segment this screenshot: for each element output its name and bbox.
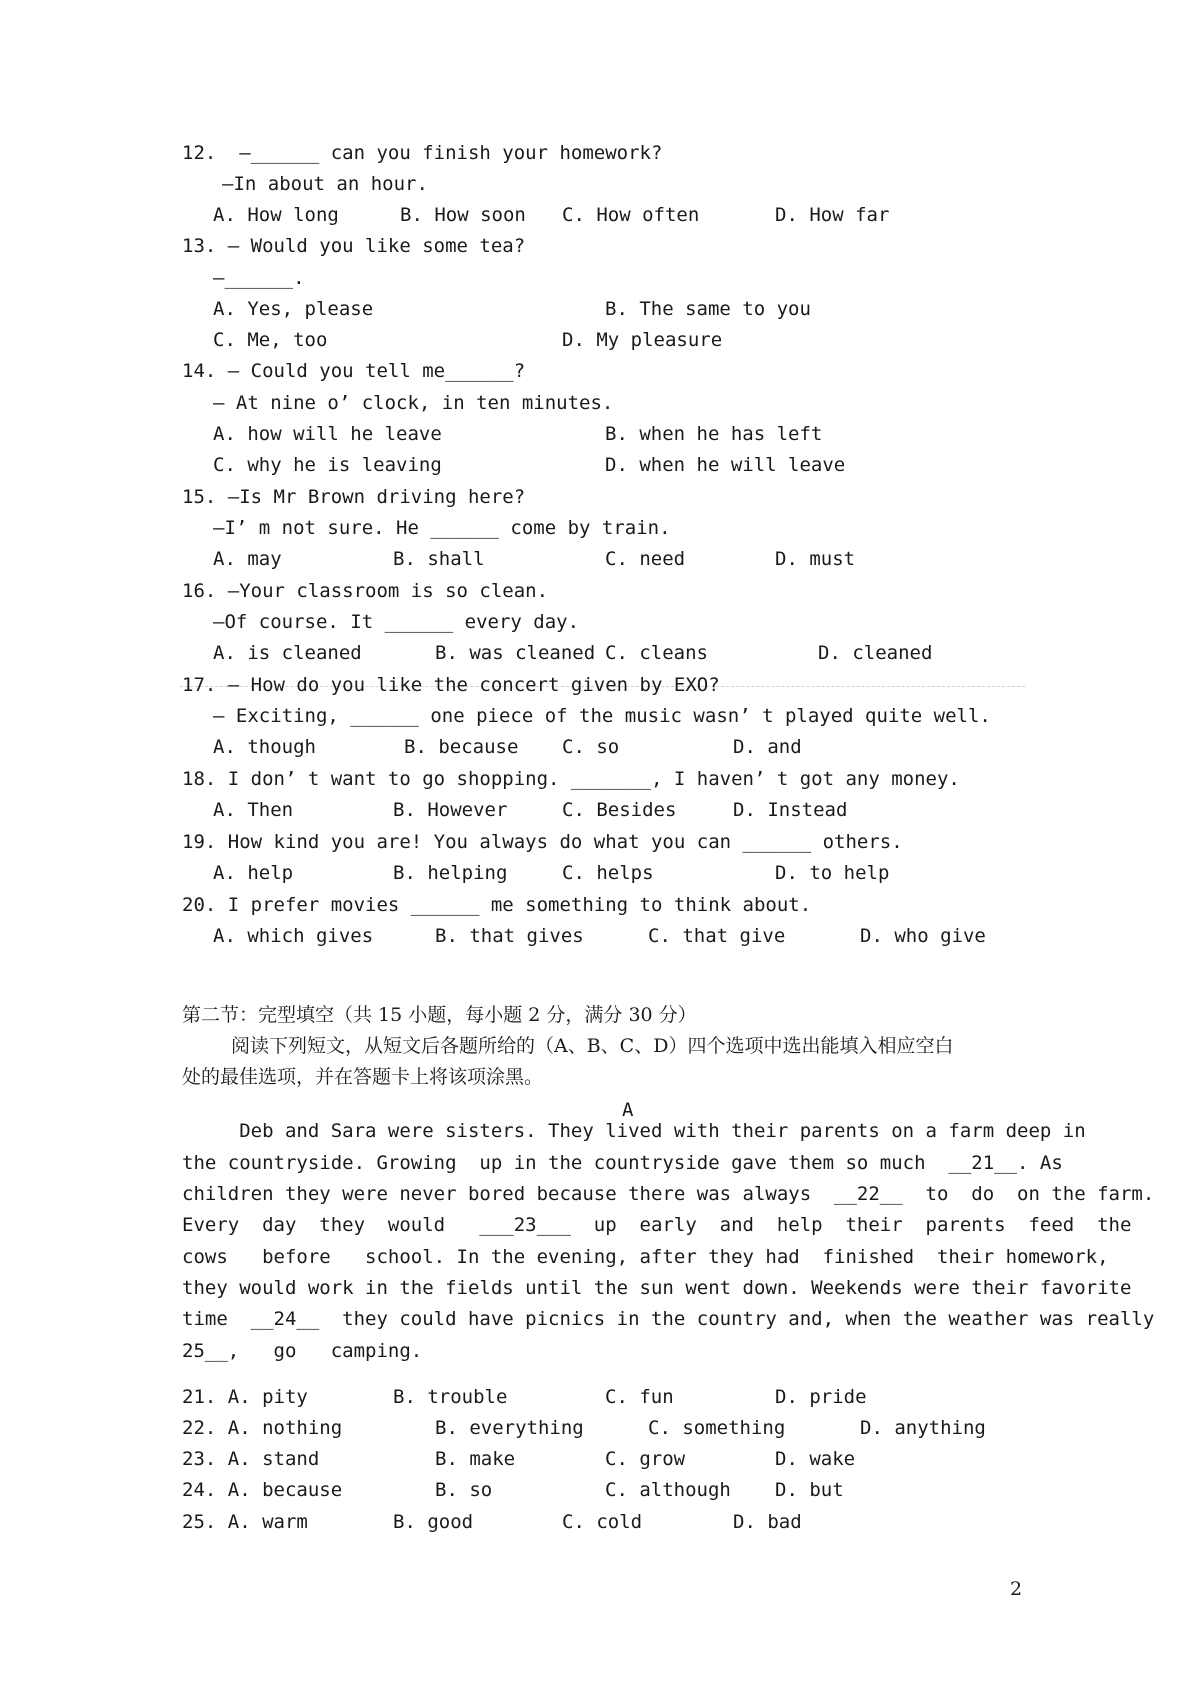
q17-option-D: D. and: [733, 736, 802, 758]
q17-option-A: A. though: [213, 736, 316, 758]
q19-option-B: B. helping: [393, 862, 508, 884]
q12-line-2: —In about an hour.: [222, 173, 428, 195]
cloze-21-option-C: C. fun: [605, 1386, 674, 1408]
q13-option-B: B. The same to you: [605, 298, 811, 320]
cloze-21-option-B: B. trouble: [393, 1386, 508, 1408]
q16-option-D: D. cleaned: [818, 642, 933, 664]
q14-option-C: C. why he is leaving: [213, 454, 442, 476]
q16-option-C: C. cleans: [605, 642, 708, 664]
q15-option-A: A. may: [213, 548, 282, 570]
q13-option-C: C. Me, too: [213, 329, 328, 351]
cloze-25-option-B: B. good: [393, 1511, 474, 1533]
passage-line-5: cows before school. In the evening, after they had finished their homework,: [182, 1246, 1109, 1268]
q12-line-1: 12. —______ can you finish your homework?: [182, 142, 663, 164]
cloze-22-option-B: B. everything: [435, 1417, 584, 1439]
cloze-21-option-D: D. pride: [775, 1386, 867, 1408]
q18-option-D: D. Instead: [733, 799, 848, 821]
q20-line-1: 20. I prefer movies ______ me something to think about.: [182, 894, 812, 916]
cloze-22-option-D: D. anything: [860, 1417, 986, 1439]
section-heading: 第二节：完型填空（共 15 小题，每小题 2 分，满分 30 分）: [182, 1004, 697, 1026]
q16-option-B: B. was cleaned: [435, 642, 596, 664]
q13-line-2: —______.: [213, 267, 305, 289]
q15-option-B: B. shall: [393, 548, 485, 570]
cloze-25-option-C: C. cold: [562, 1511, 643, 1533]
cloze-25-option-A: 25. A. warm: [182, 1511, 308, 1533]
q20-option-C: C. that give: [648, 925, 786, 947]
q14-option-B: B. when he has left: [605, 423, 823, 445]
page-number: 2: [1010, 1578, 1023, 1600]
cloze-25-option-D: D. bad: [733, 1511, 802, 1533]
q20-option-B: B. that gives: [435, 925, 584, 947]
q18-option-C: C. Besides: [562, 799, 677, 821]
q17-option-C: C. so: [562, 736, 620, 758]
q14-option-D: D. when he will leave: [605, 454, 846, 476]
q15-option-C: C. need: [605, 548, 686, 570]
cloze-22-option-C: C. something: [648, 1417, 786, 1439]
q17-line-1: 17. — How do you like the concert given by EXO?: [182, 674, 720, 696]
cloze-24-option-D: D. but: [775, 1479, 844, 1501]
cloze-24-option-C: C. although: [605, 1479, 731, 1501]
q13-line-1: 13. — Would you like some tea?: [182, 235, 526, 257]
q12-option-D: D. How far: [775, 204, 890, 226]
passage-label: A: [622, 1099, 634, 1121]
passage-line-2: the countryside. Growing up in the countryside gave them so much __21__. As: [182, 1152, 1063, 1174]
q16-option-A: A. is cleaned: [213, 642, 362, 664]
q12-option-A: A. How long: [213, 204, 339, 226]
q19-option-A: A. help: [213, 862, 294, 884]
q18-option-A: A. Then: [213, 799, 294, 821]
q12-option-B: B. How soon: [400, 204, 526, 226]
q18-line-1: 18. I don’ t want to go shopping. _______, I haven’ t got any money.: [182, 768, 960, 790]
section-instruction-line-1: 阅读下列短文，从短文后各题所给的（A、B、C、D）四个选项中选出能填入相应空白: [231, 1035, 954, 1057]
q14-line-2: — At nine o’ clock, in ten minutes.: [213, 392, 614, 414]
passage-line-8: 25__, go camping.: [182, 1340, 423, 1362]
cloze-21-option-A: 21. A. pity: [182, 1386, 308, 1408]
passage-line-4: Every day they would ___23___ up early and help their parents feed the: [182, 1214, 1132, 1236]
q15-line-2: —I’ m not sure. He ______ come by train.: [213, 517, 671, 539]
passage-line-1: Deb and Sara were sisters. They lived with their parents on a farm deep in: [182, 1120, 1086, 1142]
cloze-23-option-A: 23. A. stand: [182, 1448, 320, 1470]
cloze-24-option-B: B. so: [435, 1479, 493, 1501]
q19-option-D: D. to help: [775, 862, 890, 884]
q19-line-1: 19. How kind you are! You always do what you can ______ others.: [182, 831, 903, 853]
cloze-22-option-A: 22. A. nothing: [182, 1417, 343, 1439]
q17-line-2: — Exciting, ______ one piece of the music wasn’ t played quite well.: [213, 705, 991, 727]
q12-option-C: C. How often: [562, 204, 700, 226]
cloze-23-option-B: B. make: [435, 1448, 516, 1470]
q16-line-1: 16. —Your classroom is so clean.: [182, 580, 549, 602]
q17-option-B: B. because: [404, 736, 519, 758]
q14-line-1: 14. — Could you tell me______?: [182, 360, 526, 382]
q20-option-A: A. which gives: [213, 925, 374, 947]
cloze-24-option-A: 24. A. because: [182, 1479, 343, 1501]
q20-option-D: D. who give: [860, 925, 986, 947]
q18-option-B: B. However: [393, 799, 508, 821]
q16-line-2: —Of course. It ______ every day.: [213, 611, 580, 633]
passage-line-7: time __24__ they could have picnics in the country and, when the weather was really: [182, 1308, 1155, 1330]
cloze-23-option-C: C. grow: [605, 1448, 686, 1470]
cloze-23-option-D: D. wake: [775, 1448, 856, 1470]
passage-line-6: they would work in the fields until the sun went down. Weekends were their favorite: [182, 1277, 1132, 1299]
q14-option-A: A. how will he leave: [213, 423, 442, 445]
q19-option-C: C. helps: [562, 862, 654, 884]
passage-line-3: children they were never bored because there was always __22__ to do on the farm.: [182, 1183, 1155, 1205]
q15-option-D: D. must: [775, 548, 856, 570]
q15-line-1: 15. —Is Mr Brown driving here?: [182, 486, 526, 508]
q13-option-D: D. My pleasure: [562, 329, 723, 351]
q13-option-A: A. Yes, please: [213, 298, 374, 320]
section-instruction-line-2: 处的最佳选项，并在答题卡上将该项涂黑。: [182, 1066, 544, 1088]
